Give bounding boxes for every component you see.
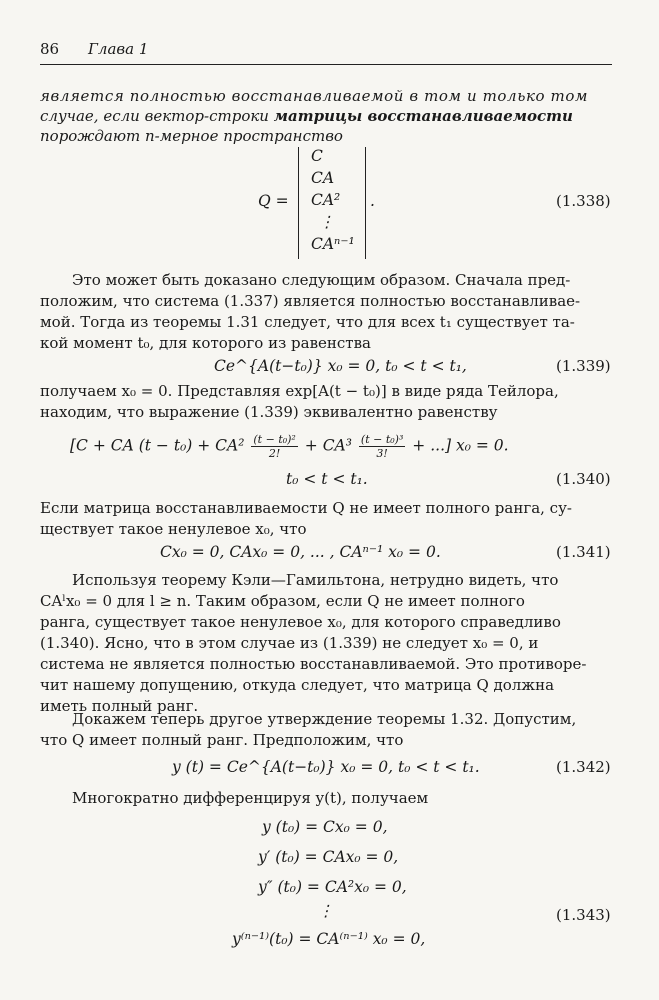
para2-line: получаем x₀ = 0. Представляя exp[A(t − t₀)] в виде ряда Тейлора, [40, 382, 559, 400]
matrix-row: CAⁿ⁻¹ [311, 235, 355, 253]
para4-line: чит нашему допущению, откуда следует, что матрица Q должна [40, 676, 555, 694]
eq-1338-lhs: Q = [258, 192, 289, 210]
para1-line: мой. Тогда из теоремы 1.31 следует, что для всех t₁ существует та- [40, 313, 575, 331]
para4-line: (1.340). Ясно, что в этом случае из (1.339) не следует x₀ = 0, и [40, 634, 539, 652]
page-number: 86 [40, 40, 60, 58]
running-header [40, 38, 612, 65]
fraction [359, 433, 405, 460]
para5-line: что Q имеет полный ранг. Предположим, что [40, 731, 404, 749]
fraction-denominator: 3! [376, 447, 388, 460]
para4-line: ранга, существует такое ненулевое x₀, для которого справедливо [40, 613, 561, 631]
matrix-row: CA² [311, 191, 341, 209]
eq-1341-number: (1.341) [556, 543, 611, 561]
eq-1338-dot: . [370, 192, 375, 210]
eq-1340-number: (1.340) [556, 470, 611, 488]
theorem-term: матрицы восстанавливаемости [273, 107, 573, 125]
theorem-line-1: является полностью восстанавливаемой в том и только том [40, 87, 589, 105]
para4-line: система не является полностью восстанавливаемой. Это противоре- [40, 655, 587, 673]
para5-line: Докажем теперь другое утверждение теоремы 1.32. Допустим, [72, 710, 577, 728]
eq-1343-row: y (t₀) = Cx₀ = 0, [262, 818, 388, 836]
eq-1343-row: ⋮ [318, 902, 334, 920]
eq-1343-row: y′ (t₀) = CAx₀ = 0, [258, 848, 399, 866]
para4-line: иметь полный ранг. [40, 697, 199, 715]
eq-1343-row: y″ (t₀) = CA²x₀ = 0, [258, 878, 407, 896]
eq-1340-condition: t₀ < t < t₁. [286, 470, 368, 488]
matrix-row: CA [311, 169, 335, 187]
eq-1339: Ce^{A(t−t₀)} x₀ = 0, t₀ < t < t₁, [214, 357, 467, 375]
para4-line: Используя теорему Кэли—Гамильтона, нетрудно видеть, что [72, 571, 559, 589]
eq-1340 [70, 433, 509, 460]
chapter-title: Глава 1 [88, 40, 149, 58]
para1-line: Это может быть доказано следующим образом. Сначала пред- [72, 271, 571, 289]
para6-line: Многократно дифференцируя y(t), получаем [72, 789, 429, 807]
para3-line: ществует такое ненулевое x₀, что [40, 520, 307, 538]
theorem-line-2 [40, 106, 612, 126]
fraction [251, 433, 297, 460]
eq-1341: Cx₀ = 0, CAx₀ = 0, ... , CAⁿ⁻¹ x₀ = 0. [160, 543, 441, 561]
eq-1340-part: [C + CA (t − t₀) + CA² [70, 436, 245, 455]
fraction-denominator: 2! [268, 447, 281, 460]
para3-line: Если матрица восстанавливаемости Q не имеет полного ранга, су- [40, 499, 572, 517]
para1-line: кой момент t₀, для которого из равенства [40, 334, 371, 352]
para4-line: CAˡx₀ = 0 для l ≥ n. Таким образом, если Q не имеет полного [40, 592, 525, 610]
eq-1338-number: (1.338) [556, 192, 611, 210]
para2-line: находим, что выражение (1.339) эквивалентно равенству [40, 403, 498, 421]
theorem-line-2-text: случае, если вектор-строки [40, 107, 274, 125]
fraction-numerator: (t − t₀)³ [360, 433, 404, 446]
theorem-line-3: порождают n-мерное пространство [40, 127, 343, 145]
fraction-numerator: (t − t₀)² [253, 433, 296, 446]
eq-1342: y (t) = Ce^{A(t−t₀)} x₀ = 0, t₀ < t < t₁. [172, 758, 480, 776]
eq-1342-number: (1.342) [556, 758, 611, 776]
para1-line: положим, что система (1.337) является полностью восстанавливае- [40, 292, 581, 310]
matrix-row: C [311, 147, 323, 165]
matrix-row: ⋮ [319, 213, 335, 231]
eq-1343-number: (1.343) [556, 906, 611, 924]
eq-1340-part: + ...] x₀ = 0. [412, 436, 509, 455]
eq-1338-matrix [298, 147, 366, 259]
eq-1343-row: y⁽ⁿ⁻¹⁾(t₀) = CA⁽ⁿ⁻¹⁾ x₀ = 0, [232, 930, 426, 948]
eq-1340-part: + CA³ [304, 436, 352, 455]
eq-1339-number: (1.339) [556, 357, 611, 375]
